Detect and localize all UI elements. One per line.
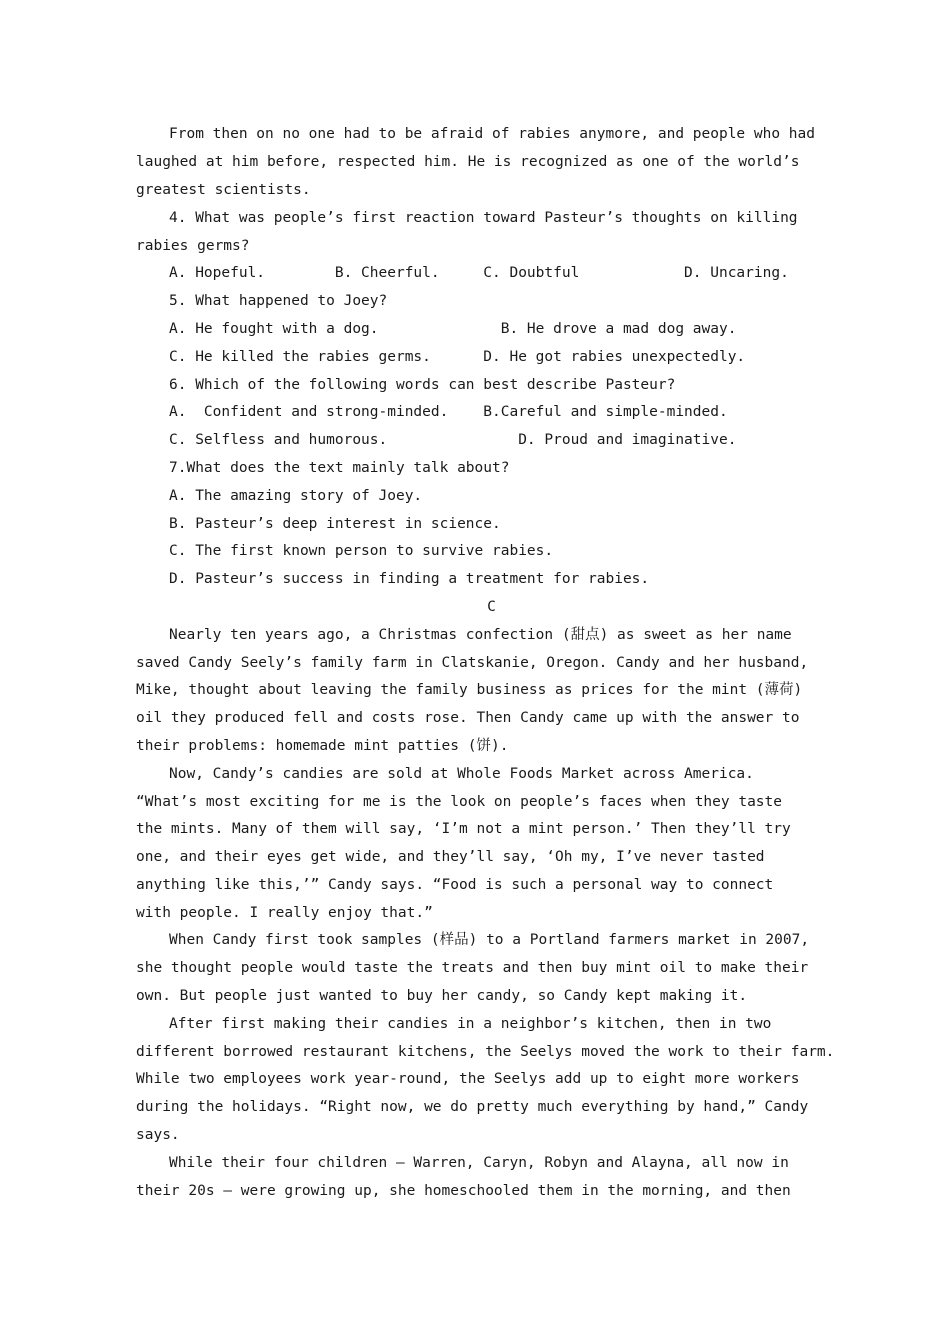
text-line: says. <box>136 1127 180 1143</box>
question-4-stem: rabies germs? <box>136 238 250 254</box>
question-5-stem: 5. What happened to Joey? <box>169 293 388 309</box>
text-line: greatest scientists. <box>136 182 311 198</box>
text-line: When Candy first took samples (样品) to a Portland farmers market in 2007, <box>169 932 810 948</box>
question-7-options: B. Pasteur’s deep interest in science. <box>169 516 501 532</box>
text-line: Mike, thought about leaving the family business as prices for the mint (薄荷) <box>136 682 803 698</box>
question-7-options: A. The amazing story of Joey. <box>169 488 423 504</box>
question-7-options: C. The first known person to survive rabies. <box>169 543 554 559</box>
text-line: she thought people would taste the treats and then buy mint oil to make their <box>136 960 809 976</box>
question-7-options: D. Pasteur’s success in finding a treatment for rabies. <box>169 571 650 587</box>
question-4-options: A. Hopeful. B. Cheerful. C. Doubtful D. Uncaring. <box>169 265 789 281</box>
text-line: their 20s — were growing up, she homeschooled them in the morning, and then <box>136 1183 791 1199</box>
text-line: oil they produced fell and costs rose. Then Candy came up with the answer to <box>136 710 800 726</box>
text-line: Now, Candy’s candies are sold at Whole Foods Market across America. <box>169 766 754 782</box>
question-6-options: A. Confident and strong-minded. B.Careful and simple-minded. <box>169 404 728 420</box>
text-line: during the holidays. “Right now, we do pretty much everything by hand,” Candy <box>136 1099 809 1115</box>
question-4-stem: 4. What was people’s first reaction toward Pasteur’s thoughts on killing <box>169 210 798 226</box>
text-line: After first making their candies in a neighbor’s kitchen, then in two <box>169 1016 772 1032</box>
text-line: While two employees work year-round, the Seelys add up to eight more workers <box>136 1071 800 1087</box>
question-6-options: C. Selfless and humorous. D. Proud and imaginative. <box>169 432 737 448</box>
text-line: laughed at him before, respected him. He is recognized as one of the world’s <box>136 154 800 170</box>
text-line: with people. I really enjoy that.” <box>136 905 433 921</box>
text-line: the mints. Many of them will say, ‘I’m not a mint person.’ Then they’ll try <box>136 821 791 837</box>
question-5-options: C. He killed the rabies germs. D. He got rabies unexpectedly. <box>169 349 746 365</box>
text-line: While their four children — Warren, Caryn, Robyn and Alayna, all now in <box>169 1155 789 1171</box>
text-line: saved Candy Seely’s family farm in Clatskanie, Oregon. Candy and her husband, <box>136 655 809 671</box>
question-5-options: A. He fought with a dog. B. He drove a mad dog away. <box>169 321 737 337</box>
text-line: one, and their eyes get wide, and they’ll say, ‘Oh my, I’ve never tasted <box>136 849 765 865</box>
text-line: different borrowed restaurant kitchens, the Seelys moved the work to their farm. <box>136 1044 835 1060</box>
question-7-stem: 7.What does the text mainly talk about? <box>169 460 510 476</box>
section-heading: C <box>487 599 496 615</box>
text-line: Nearly ten years ago, a Christmas confection (甜点) as sweet as her name <box>169 627 792 643</box>
question-6-stem: 6. Which of the following words can best describe Pasteur? <box>169 377 676 393</box>
text-line: own. But people just wanted to buy her candy, so Candy kept making it. <box>136 988 748 1004</box>
text-line: From then on no one had to be afraid of rabies anymore, and people who had <box>169 126 816 142</box>
text-line: “What’s most exciting for me is the look on people’s faces when they taste <box>136 794 783 810</box>
text-line: their problems: homemade mint patties (饼). <box>136 738 509 754</box>
text-line: anything like this,’” Candy says. “Food is such a personal way to connect <box>136 877 774 893</box>
